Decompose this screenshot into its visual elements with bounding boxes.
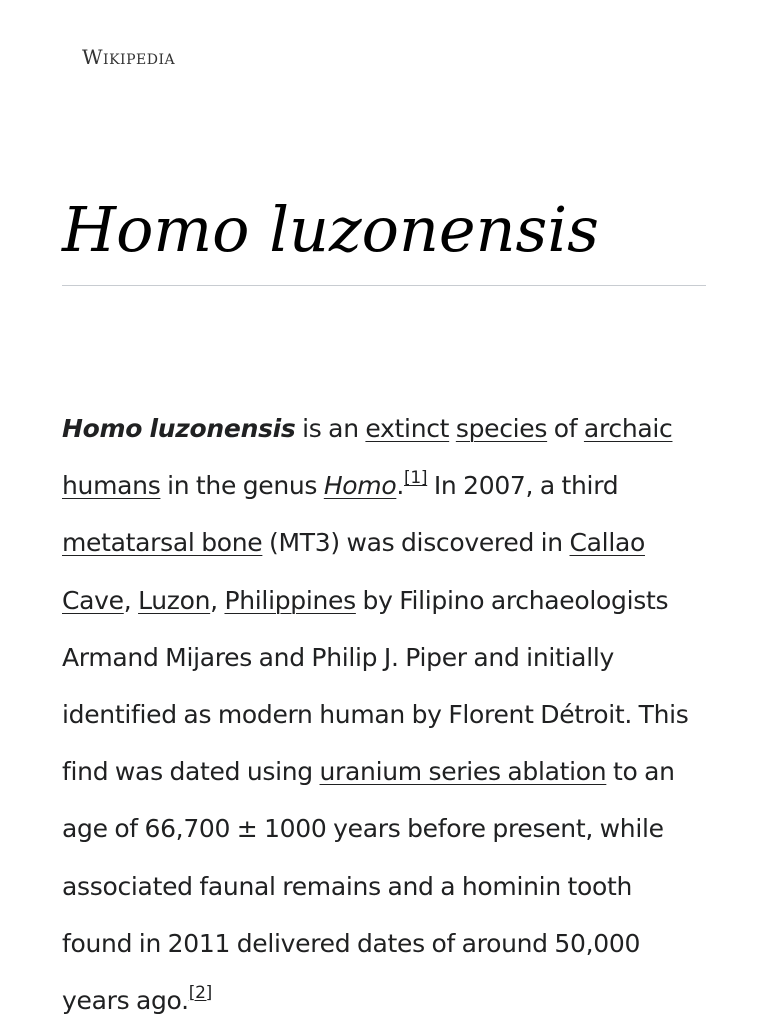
wikipedia-wordmark[interactable]: Wikipedia — [82, 45, 176, 69]
article-content — [62, 400, 706, 1029]
reference-1-link[interactable]: [1] — [404, 467, 428, 488]
link-extinct[interactable]: extinct — [365, 414, 450, 443]
link-metatarsal-bone[interactable]: metatarsal bone — [62, 528, 263, 558]
reference-2-link[interactable]: [2] — [188, 982, 212, 1003]
page-title-text: Homo luzonensis — [62, 193, 599, 266]
link-luzon[interactable]: Luzon — [138, 585, 211, 615]
link-archaic-humans[interactable]: archaic humans — [62, 414, 673, 501]
page-title — [62, 190, 599, 270]
reference-2[interactable] — [189, 983, 212, 1003]
site-header — [82, 42, 175, 72]
reference-1[interactable] — [404, 468, 427, 488]
article-subject: Homo luzonensis — [62, 414, 296, 443]
link-homo[interactable]: Homo — [323, 471, 397, 501]
link-uranium-series-ablation[interactable]: uranium series ablation — [319, 757, 607, 787]
link-callao-cave[interactable]: Callao Cave — [62, 528, 645, 615]
link-species[interactable]: species — [455, 414, 548, 443]
lead-paragraph: Homo luzonensis is an extinct species of archaic humans in the genus Homo.[1] In 2007, a third metatarsal bone (MT3) was discovered in Callao Cave, Luzon, Philippines by Filipino archaeologists Armand Mijares and Philip J. Piper and initially identified as modern human by Florent Détroit. This find was dated using uranium series ablation to an age of 66,700 ± 1000 years before present, while associated faunal remains and a hominin tooth found in 2011 delivered dates of around 50,000 years ago.[2] — [62, 414, 689, 1016]
link-philippines[interactable]: Philippines — [224, 585, 356, 615]
title-divider — [62, 285, 706, 286]
